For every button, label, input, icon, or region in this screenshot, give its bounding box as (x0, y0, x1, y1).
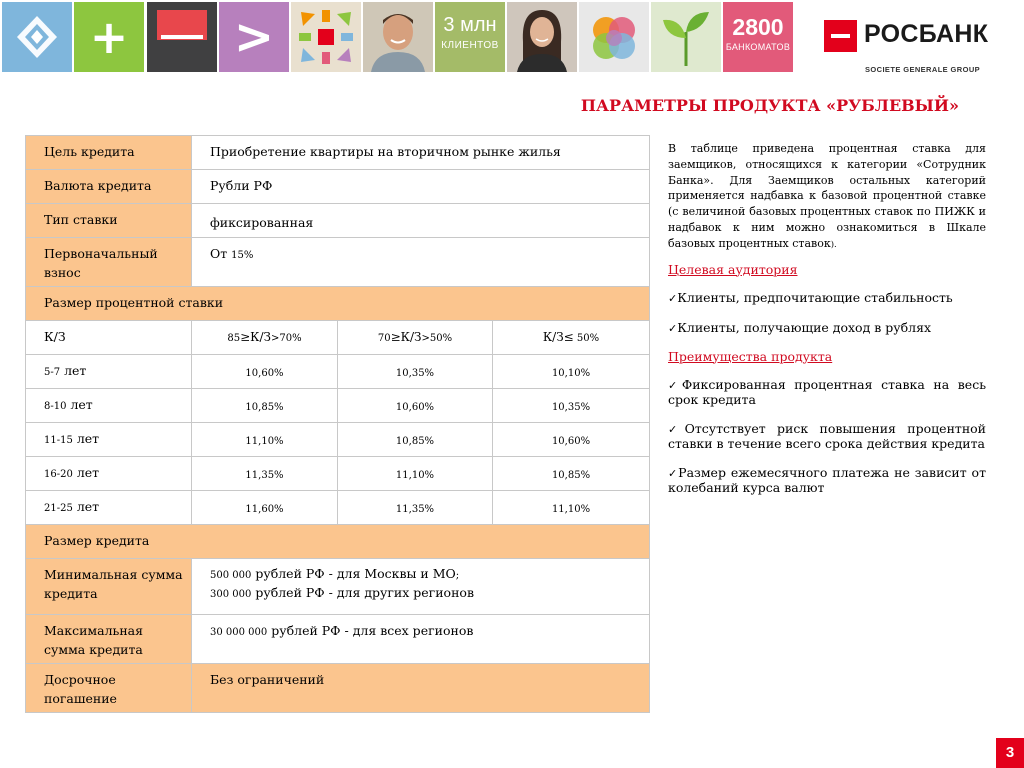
row-value: Рубли РФ (192, 170, 650, 204)
colorful-circles-icon (579, 2, 649, 72)
banner-tile-minus (147, 2, 217, 72)
row-label: Цель кредита (26, 136, 192, 170)
clients-caption: КЛИЕНТОВ (441, 40, 499, 51)
smiling-man-photo (363, 2, 433, 72)
table-row (26, 238, 650, 287)
list-item: ✓Размер ежемесячного платежа не зависит от колебаний курса валют (668, 464, 987, 495)
rate-column-header: 85≥К/З>70% (192, 321, 338, 355)
check-icon: ✓ (668, 291, 678, 305)
row-value: фиксированная (192, 204, 650, 238)
row-value: Без ограничений (192, 664, 650, 713)
rate-cell: 10,35% (493, 389, 650, 423)
logo-name: РОСБАНК (864, 20, 989, 48)
term-cell: 21-25 лет (26, 491, 192, 525)
table-row (26, 204, 650, 238)
table-section-row (26, 525, 650, 559)
table-row (26, 321, 650, 355)
row-label: Валюта кредита (26, 170, 192, 204)
rate-cell: 11,10% (493, 491, 650, 525)
banner-tile-arrows (291, 2, 361, 72)
rate-cell: 11,35% (338, 491, 493, 525)
term-cell: 11-15 лет (26, 423, 192, 457)
check-icon: ✓ (668, 466, 679, 480)
row-label: Первоначальный взнос (26, 238, 192, 287)
rate-cell: 10,60% (493, 423, 650, 457)
benefits-heading[interactable]: Преимущества продукта (668, 348, 833, 364)
top-banner (0, 0, 800, 74)
table-row (26, 136, 650, 170)
banner-tile-woman-photo (507, 2, 577, 72)
banner-tile-circles (579, 2, 649, 72)
down-payment-value: 15% (231, 250, 254, 261)
atm-caption: БАНКОМАТОВ (725, 42, 791, 52)
rate-cell: 11,35% (192, 457, 338, 491)
list-item: ✓Клиенты, предпочитающие стабильность (668, 289, 953, 305)
rate-row (26, 389, 650, 423)
term-cell: 16-20 лет (26, 457, 192, 491)
rate-row (26, 355, 650, 389)
rate-row (26, 423, 650, 457)
logo-group: SOCIETE GENERALE GROUP (865, 65, 981, 74)
rate-column-header: К/З≤ 50% (493, 321, 650, 355)
audience-heading[interactable]: Целевая аудитория (668, 261, 798, 277)
banner-tile-plus (74, 2, 144, 72)
list-item: ✓Отсутствует риск повышения процентной ставки в течение всего срока действия кредита (668, 420, 987, 451)
down-payment-prefix: От (210, 246, 228, 261)
rosbank-diamond-icon (2, 2, 72, 72)
table-row (26, 170, 650, 204)
rate-cell: 10,60% (192, 355, 338, 389)
banner-tile-arrow (219, 2, 289, 72)
check-icon: ✓ (668, 321, 678, 335)
term-cell: 8-10 лет (26, 389, 192, 423)
rate-cell: 10,60% (338, 389, 493, 423)
section-heading: Размер процентной ставки (26, 287, 650, 321)
rate-row (26, 491, 650, 525)
atm-count: 2800 (732, 14, 784, 40)
term-cell: 5-7 лет (26, 355, 192, 389)
check-icon: ✓ (668, 422, 685, 436)
intro-paragraph: В таблице приведена процентная ставка для заемщиков, относящихся к категории «Сотрудник Банка». Для Заемщиков остальных категорий применяется надбавка к базовой процентной ставке (с величиной базовых процентных ставок по ПИЖК и надбавок к ним можно ознакомиться в Шкале базовых процентных ставок). (668, 142, 986, 250)
rosbank-mark-icon (824, 20, 857, 52)
row-label: Максимальная сумма кредита (26, 615, 192, 664)
product-parameters-table (25, 135, 650, 713)
row-label: Минимальная сумма кредита (26, 559, 192, 615)
minus-line (161, 35, 203, 39)
smiling-woman-photo (507, 2, 577, 72)
side-description (668, 141, 986, 495)
rate-cell: 10,85% (338, 423, 493, 457)
rate-cell: 10,85% (493, 457, 650, 491)
banner-tile-clients (435, 2, 505, 72)
arrows-to-center-icon (291, 2, 361, 72)
rate-cell: 11,10% (338, 457, 493, 491)
row-value: 30 000 000 рублей РФ - для всех регионов (192, 615, 650, 664)
banner-tile-atms (723, 2, 793, 72)
row-label: Тип ставки (26, 204, 192, 238)
table-row (26, 664, 650, 713)
table-section-row (26, 287, 650, 321)
rate-column-header: 70≥К/З>50% (338, 321, 493, 355)
banner-tile-man-photo (363, 2, 433, 72)
rate-row (26, 457, 650, 491)
row-label: Досрочное погашение (26, 664, 192, 713)
banner-tile-logo (2, 2, 72, 72)
row-value: 500 000 рублей РФ - для Москвы и МО; 300 000 рублей РФ - для других регионов (192, 559, 650, 615)
chevron-right-icon: > (233, 9, 275, 65)
table-row (26, 615, 650, 664)
green-sprout-icon (651, 2, 721, 72)
page-number: 3 (996, 738, 1024, 768)
rosbank-logo (820, 18, 1000, 78)
clients-count: 3 млн (443, 14, 497, 36)
list-item: ✓Фиксированная процентная ставка на весь срок кредита (668, 376, 987, 407)
rate-cell: 11,60% (192, 491, 338, 525)
rate-cell: 10,10% (493, 355, 650, 389)
table-row (26, 559, 650, 615)
rate-cell: 11,10% (192, 423, 338, 457)
page-title: ПАРАМЕТРЫ ПРОДУКТА «РУБЛЕВЫЙ» (580, 96, 959, 115)
rate-cell: 10,35% (338, 355, 493, 389)
rate-cell: 10,85% (192, 389, 338, 423)
check-icon: ✓ (668, 378, 682, 392)
row-value (192, 238, 650, 287)
plus-icon: + (89, 10, 129, 64)
banner-tile-sprout (651, 2, 721, 72)
section-heading: Размер кредита (26, 525, 650, 559)
row-value: Приобретение квартиры на вторичном рынке жилья (192, 136, 650, 170)
list-item: ✓Клиенты, получающие доход в рублях (668, 319, 932, 335)
kz-label: К/З (26, 321, 192, 355)
